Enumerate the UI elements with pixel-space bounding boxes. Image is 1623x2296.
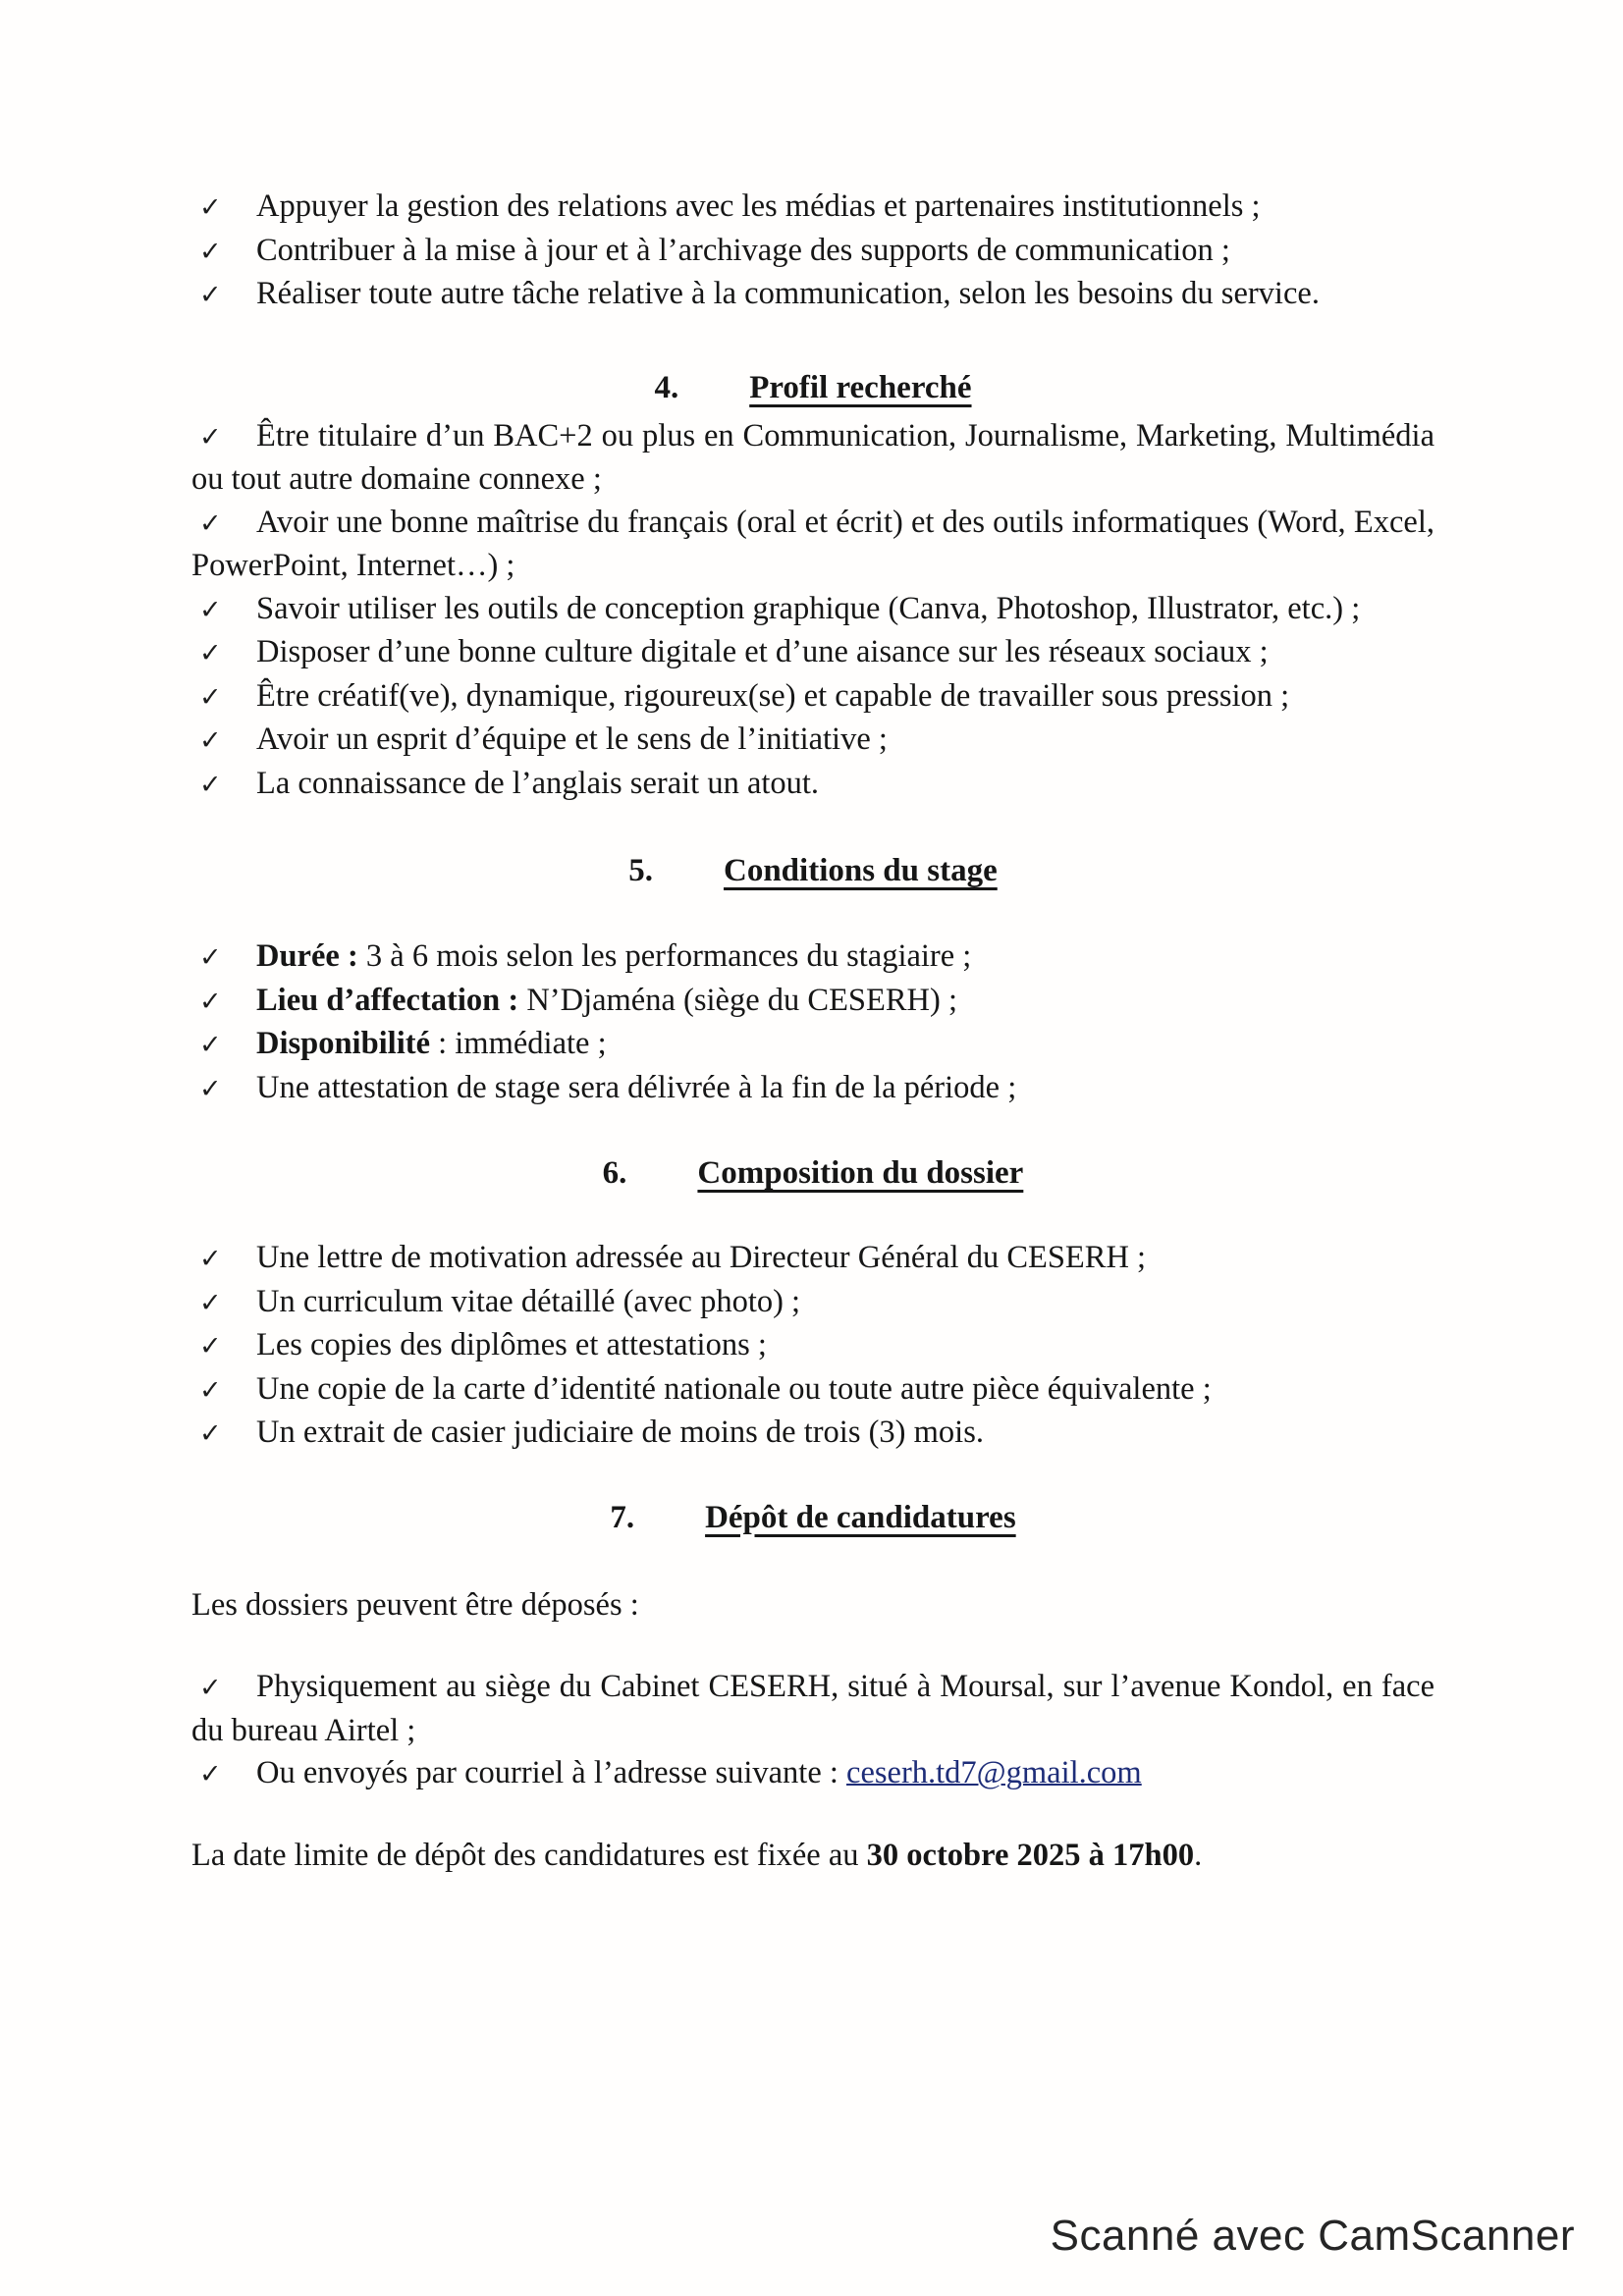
section-title: Dépôt de candidatures xyxy=(705,1499,1016,1535)
check-icon: ✓ xyxy=(199,1244,222,1274)
checklist-item xyxy=(191,588,1434,632)
check-icon: ✓ xyxy=(199,1759,222,1789)
item-label: Lieu d’affectation : xyxy=(256,982,519,1018)
checklist-item xyxy=(191,631,1434,675)
item-text: 3 à 6 mois selon les performances du stagiaire ; xyxy=(357,938,972,974)
section-heading-depot-de-candidatures xyxy=(191,1494,1434,1541)
check-icon: ✓ xyxy=(199,280,222,310)
check-icon: ✓ xyxy=(199,986,222,1017)
item-text: Appuyer la gestion des relations avec les médias et partenaires institutionnels ; xyxy=(256,188,1261,224)
checklist-item xyxy=(191,675,1434,720)
check-icon: ✓ xyxy=(199,1673,222,1703)
check-icon: ✓ xyxy=(199,1030,222,1060)
check-icon: ✓ xyxy=(199,236,222,267)
checklist-item xyxy=(191,1023,1434,1067)
checklist-item xyxy=(191,1324,1434,1368)
check-icon: ✓ xyxy=(199,725,222,756)
deadline-suffix: . xyxy=(1194,1837,1203,1873)
email-link[interactable]: ceserh.td7@gmail.com xyxy=(846,1755,1142,1790)
check-icon: ✓ xyxy=(199,1374,222,1406)
item-text: Physiquement au siège du Cabinet CESERH, situé à Moursal, sur l’avenue Kondol, en face du bureau Airtel ; xyxy=(191,1669,1434,1748)
section-list xyxy=(191,935,1434,1110)
item-text: Être créatif(ve), dynamique, rigoureux(se) et capable de travailler sous pression ; xyxy=(256,677,1290,714)
checklist-item xyxy=(191,980,1434,1024)
checklist-item xyxy=(191,1368,1434,1413)
checklist-item xyxy=(191,415,1434,502)
section-heading-profil-recherche xyxy=(191,364,1434,411)
checklist-item xyxy=(191,230,1434,274)
check-icon: ✓ xyxy=(199,1418,222,1449)
section-list xyxy=(191,1666,1434,1796)
item-text: Un curriculum vitae détaillé (avec photo) ; xyxy=(256,1283,801,1319)
deadline-text xyxy=(191,1835,1434,1878)
item-text: N’Djaména (siège du CESERH) ; xyxy=(518,982,957,1018)
item-text: Ou envoyés par courriel à l’adresse suivante : xyxy=(256,1755,847,1790)
item-text: Une lettre de motivation adressée au Directeur Général du CESERH ; xyxy=(256,1240,1147,1275)
check-icon: ✓ xyxy=(199,1073,222,1104)
section-list xyxy=(191,1237,1434,1456)
section-number: 6. xyxy=(602,1155,627,1191)
checklist-item xyxy=(191,763,1434,807)
check-icon: ✓ xyxy=(199,421,222,453)
item-text: Une attestation de stage sera délivrée à la fin de la période ; xyxy=(256,1069,1017,1105)
checklist-item xyxy=(191,935,1434,980)
checklist-item xyxy=(191,1281,1434,1325)
check-icon: ✓ xyxy=(199,681,222,713)
checklist-item xyxy=(191,1237,1434,1281)
section-list xyxy=(191,415,1434,807)
section-title: Composition du dossier xyxy=(697,1155,1024,1191)
section-number: 7. xyxy=(610,1499,635,1535)
check-icon: ✓ xyxy=(199,769,222,800)
item-text: Une copie de la carte d’identité nationale ou toute autre pièce équivalente ; xyxy=(256,1370,1212,1407)
check-icon: ✓ xyxy=(199,1331,222,1362)
section-heading-conditions-du-stage xyxy=(191,847,1434,894)
deadline-prefix: La date limite de dépôt des candidatures est fixée au xyxy=(191,1837,867,1873)
deadline-date: 30 octobre 2025 à 17h00 xyxy=(866,1837,1195,1873)
check-icon: ✓ xyxy=(199,507,222,539)
check-icon: ✓ xyxy=(199,638,222,668)
item-text: Un extrait de casier judiciaire de moins de trois (3) mois. xyxy=(256,1415,984,1450)
checklist-item xyxy=(191,273,1434,317)
checklist-item xyxy=(191,1752,1434,1796)
check-icon: ✓ xyxy=(199,192,222,223)
checklist-item xyxy=(191,1067,1434,1111)
checklist-item xyxy=(191,502,1434,588)
item-label: Disponibilité xyxy=(256,1026,430,1061)
item-label: Durée : xyxy=(256,938,358,974)
section-title: Profil recherché xyxy=(749,369,972,405)
item-text: Être titulaire d’un BAC+2 ou plus en Communication, Journalisme, Marketing, Multimédia ou tout autre domaine connexe ; xyxy=(191,417,1434,497)
item-text: Disposer d’une bonne culture digitale et d’une aisance sur les réseaux sociaux ; xyxy=(256,634,1269,669)
item-text: La connaissance de l’anglais serait un atout. xyxy=(256,765,820,801)
item-text: Savoir utiliser les outils de conception graphique (Canva, Photoshop, Illustrator, etc.) ; xyxy=(256,590,1361,626)
item-text: : immédiate ; xyxy=(430,1026,607,1061)
check-icon: ✓ xyxy=(199,1287,222,1318)
item-text: Les copies des diplômes et attestations ; xyxy=(256,1327,767,1362)
item-text: Réaliser toute autre tâche relative à la communication, selon les besoins du service. xyxy=(256,276,1320,311)
section-heading-composition-du-dossier xyxy=(191,1149,1434,1197)
checklist-item xyxy=(191,719,1434,763)
item-text: Avoir une bonne maîtrise du français (oral et écrit) et des outils informatiques (Word, Excel, PowerPoint, Internet…) ; xyxy=(191,504,1434,583)
section-number: 4. xyxy=(654,369,679,405)
check-icon: ✓ xyxy=(199,942,222,973)
check-icon: ✓ xyxy=(199,594,222,625)
document-body xyxy=(191,186,1434,1877)
checklist-item xyxy=(191,1666,1434,1752)
checklist-item xyxy=(191,186,1434,230)
section-lead-text: Les dossiers peuvent être déposés : xyxy=(191,1586,639,1623)
checklist-item xyxy=(191,1412,1434,1456)
item-text: Contribuer à la mise à jour et à l’archivage des supports de communication ; xyxy=(256,232,1230,268)
camscanner-watermark: Scanné avec CamScanner xyxy=(1050,2212,1575,2260)
item-text: Avoir un esprit d’équipe et le sens de l’initiative ; xyxy=(256,721,888,757)
section-number: 5. xyxy=(628,853,653,888)
section-title: Conditions du stage xyxy=(724,853,998,888)
